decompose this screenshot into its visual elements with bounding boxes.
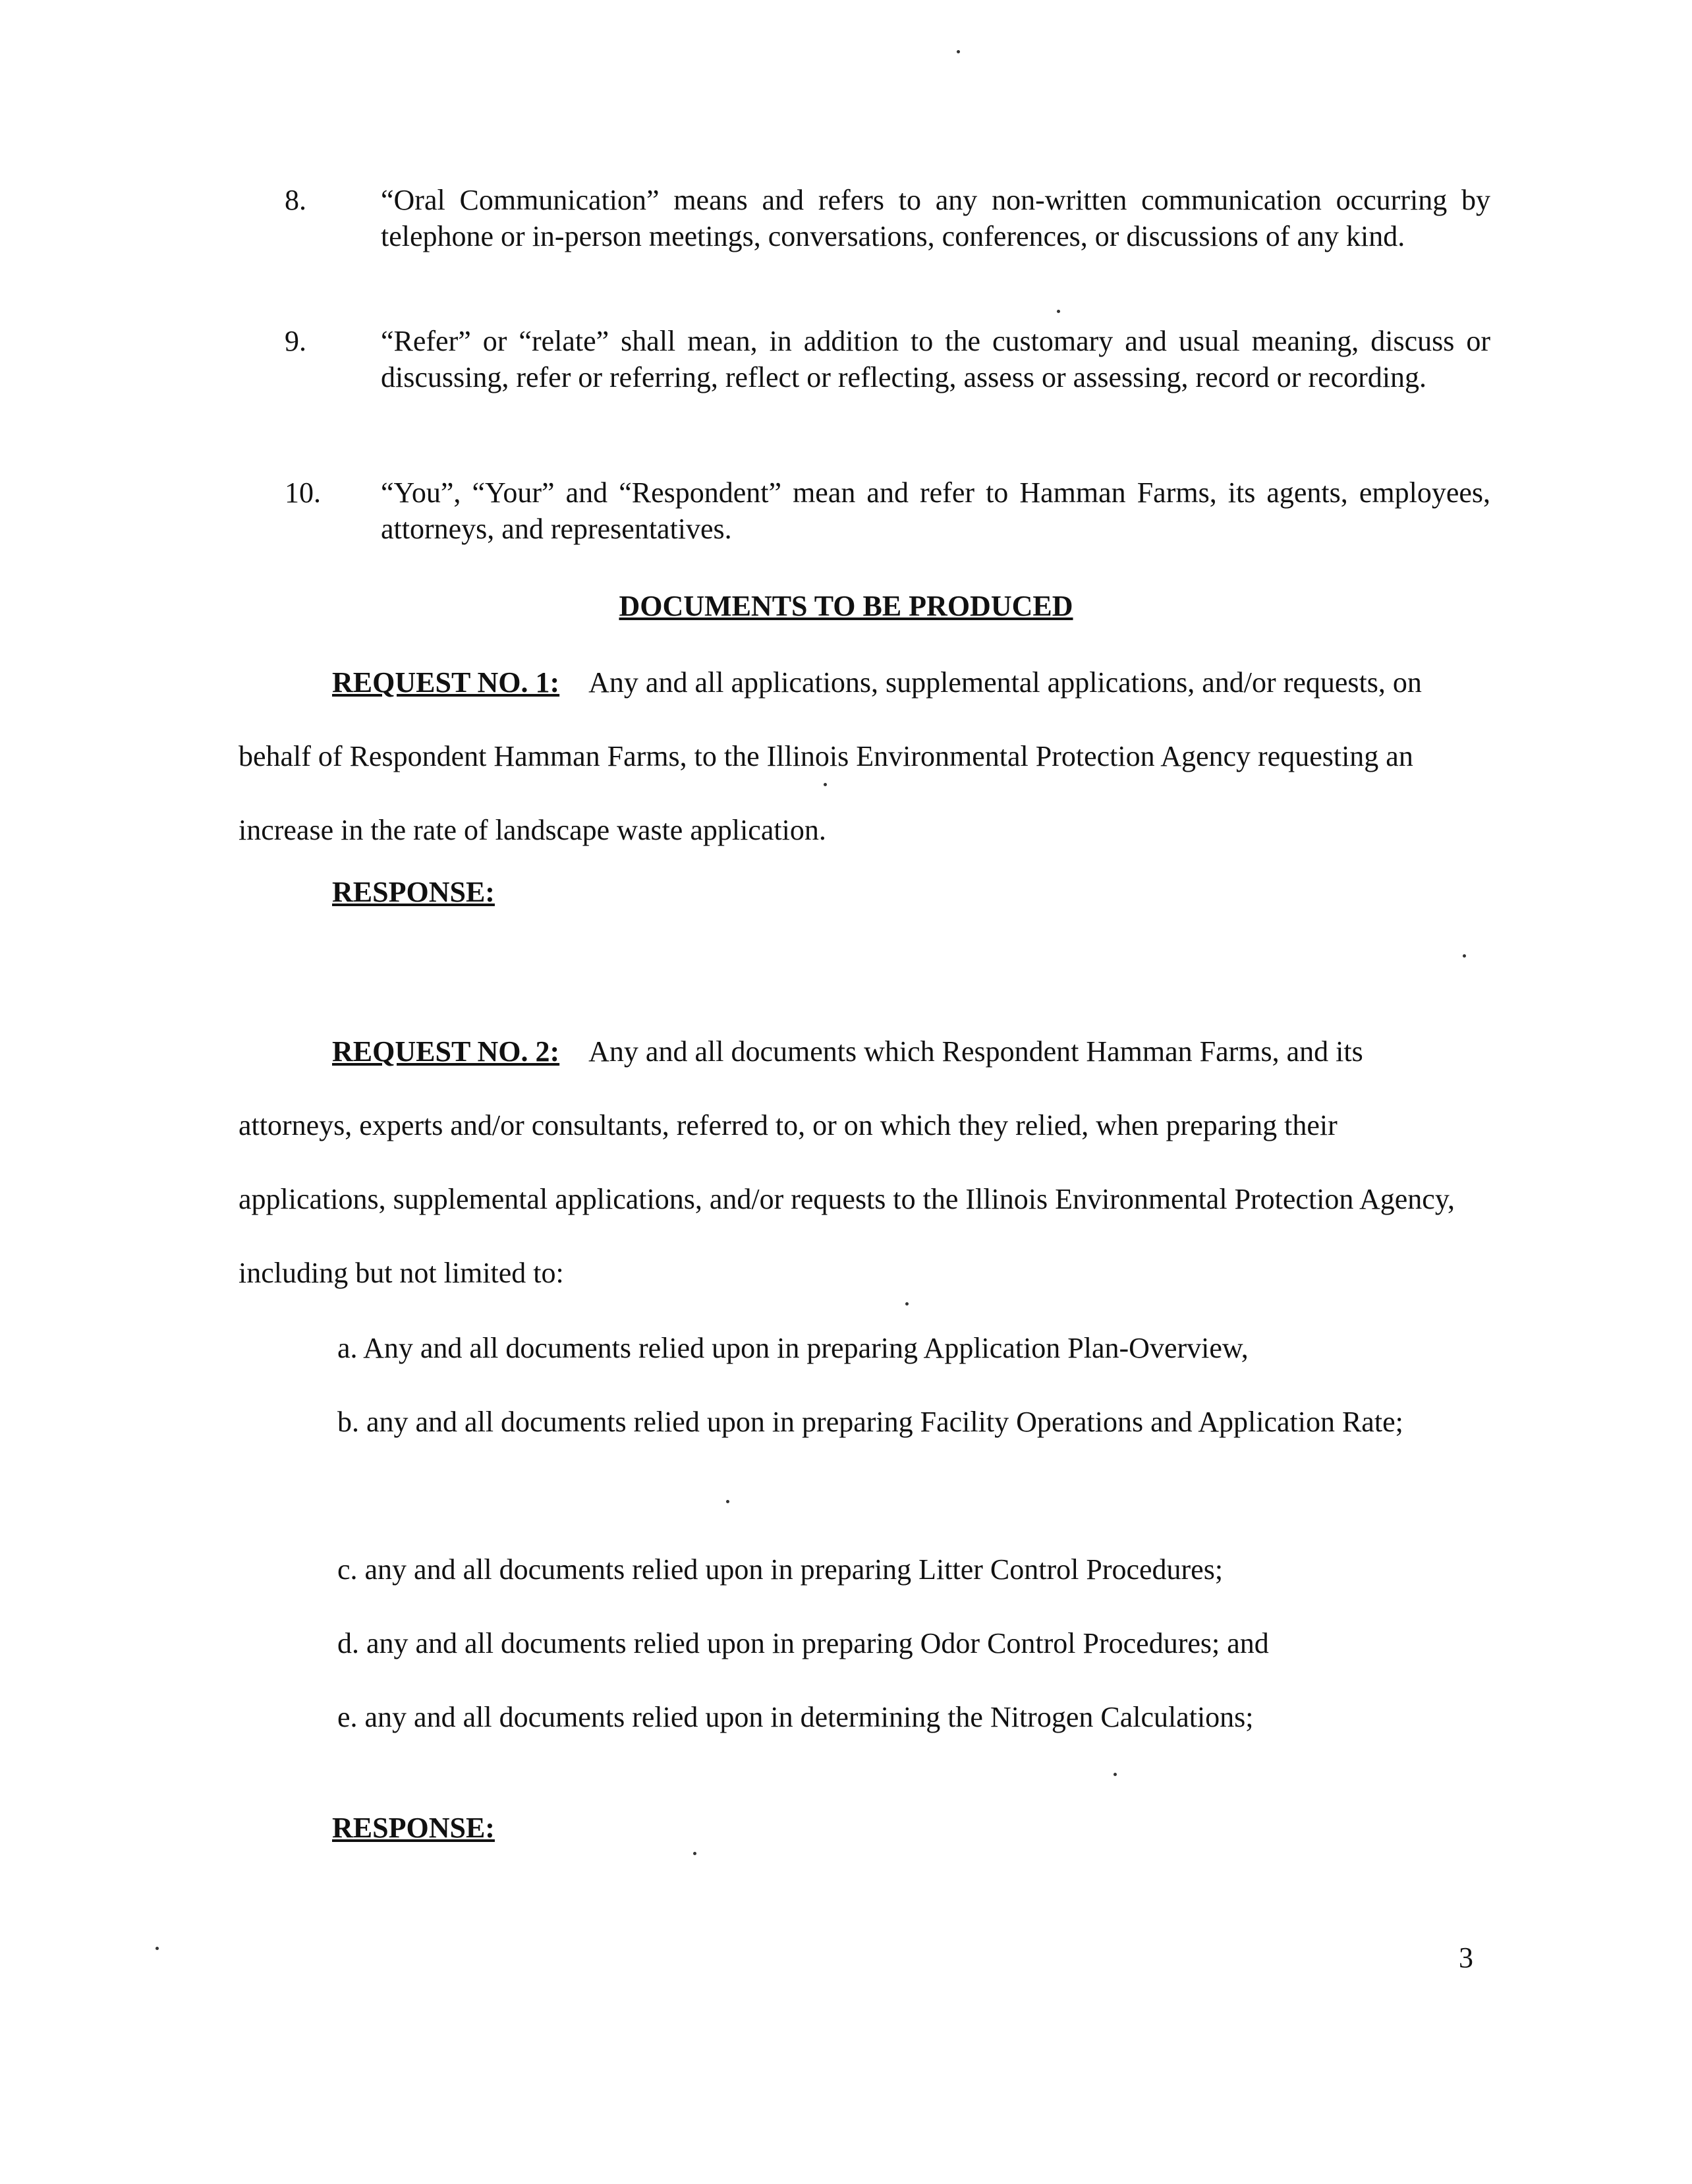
list-item-b: b. any and all documents relied upon in preparing Facility Operations and Application Rate; — [337, 1406, 1403, 1438]
request-text: Any and all applications, supplemental applications, and/or requests, on behalf of Respondent Hamman Farms, to the Illinois Environmental Protection Agency requesting an increase in the rate of landscape waste application. — [239, 666, 1422, 846]
definition-number: 9. — [285, 325, 306, 357]
list-item-a: a. Any and all documents relied upon in preparing Application Plan-Overview, — [337, 1332, 1249, 1364]
scan-speck — [1463, 954, 1466, 958]
response-label-2: RESPONSE: — [332, 1812, 495, 1844]
scan-speck — [1114, 1773, 1117, 1776]
request-label: REQUEST NO. 1: — [332, 666, 560, 699]
definition-number: 8. — [285, 184, 306, 216]
list-item-c: c. any and all documents relied upon in preparing Litter Control Procedures; — [337, 1553, 1224, 1586]
response-label-1: RESPONSE: — [332, 876, 495, 908]
scan-speck — [155, 1947, 159, 1950]
section-heading: DOCUMENTS TO BE PRODUCED — [619, 590, 1073, 622]
definition-text: “Refer” or “relate” shall mean, in addition to the customary and usual meaning, discuss or discussing, refer or referring, reflect or reflecting, assess or assessing, record or recording. — [381, 325, 1490, 393]
scan-speck — [726, 1500, 729, 1503]
definition-number: 10. — [285, 476, 321, 509]
scan-speck — [957, 50, 960, 53]
page-number: 3 — [1459, 1941, 1473, 1974]
list-item-d: d. any and all documents relied upon in preparing Odor Control Procedures; and — [337, 1627, 1269, 1659]
definition-text: “Oral Communication” means and refers to any non-written communication occurring by telephone or in-person meetings, conversations, conferences, or discussions of any kind. — [381, 184, 1490, 252]
request-1 — [239, 646, 1477, 867]
list-item-e: e. any and all documents relied upon in determining the Nitrogen Calculations; — [337, 1701, 1254, 1733]
request-2 — [239, 1015, 1477, 1310]
scan-speck — [693, 1852, 696, 1855]
scan-speck — [1057, 310, 1060, 313]
scan-speck — [824, 783, 827, 786]
request-label: REQUEST NO. 2: — [332, 1035, 560, 1068]
request-text: Any and all documents which Respondent Hamman Farms, and its attorneys, experts and/or consultants, referred to, or on which they relied, when preparing their applications, supplemental applications, and/or requests to the Illinois Environmental Protection Agency, including but not limited to: — [239, 1035, 1455, 1289]
scan-speck — [905, 1302, 909, 1306]
definition-text: “You”, “Your” and “Respondent” mean and refer to Hamman Farms, its agents, employees, attorneys, and representatives. — [381, 476, 1490, 545]
